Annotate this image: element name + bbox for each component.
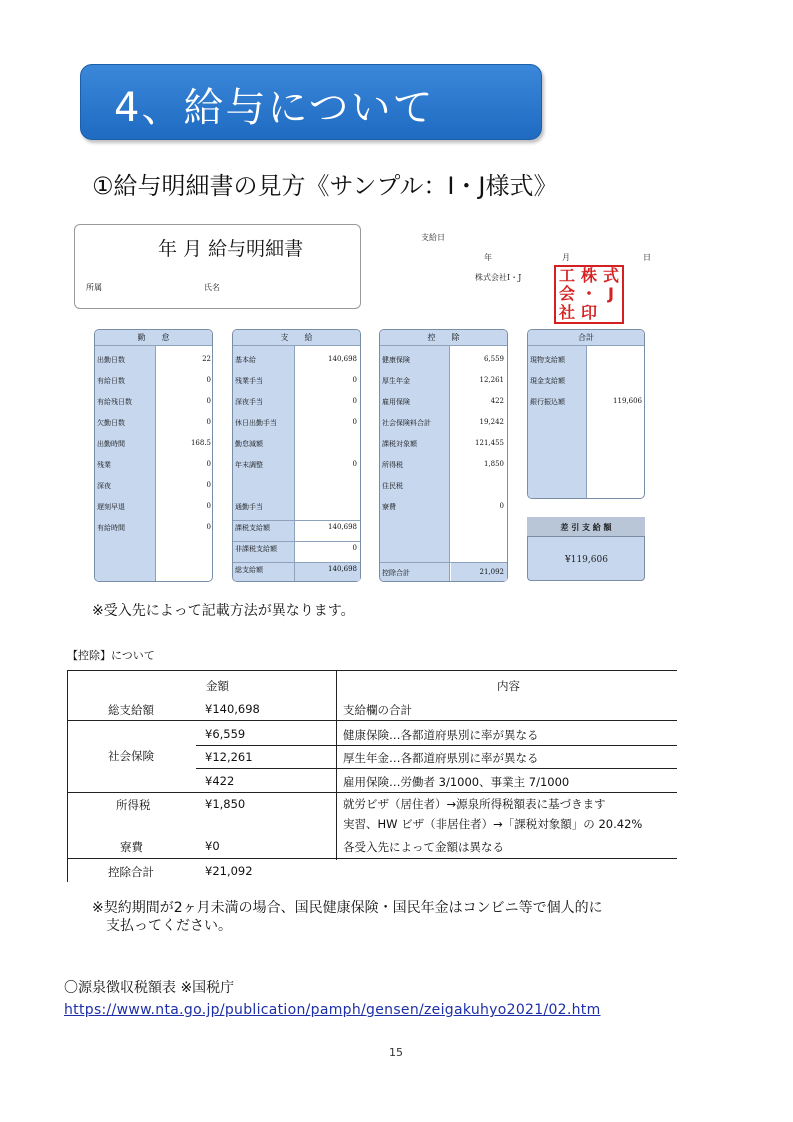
payment-row-value: 0	[352, 418, 357, 426]
payment-row-label: 総支給額	[235, 566, 263, 574]
deduction-row-value: 19,242	[479, 418, 504, 426]
payment-row-label: 深夜手当	[235, 398, 263, 406]
attendance-row-value: 168.5	[190, 439, 211, 447]
pay-date-label: 支給日	[421, 233, 445, 242]
payment-row-label: 休日出勤手当	[235, 419, 277, 427]
payment-row-value: 140,698	[328, 523, 357, 531]
deduction-panel-header: 控 除	[380, 330, 507, 346]
gross-content: 支給欄の合計	[343, 703, 412, 717]
attendance-row-value: 0	[206, 460, 211, 468]
dept-label: 所属	[86, 283, 102, 292]
payment-row-label: 課税支給額	[235, 524, 270, 532]
total-row-label: 現金支給額	[530, 377, 565, 385]
total-row-value: 119,606	[613, 397, 642, 405]
reference-title: 〇源泉徴収税額表 ※国税庁	[64, 980, 235, 996]
attendance-row-label: 出勤時間	[97, 440, 125, 448]
income-tax-label: 所得税	[116, 798, 151, 812]
company-seal-characters: 工 株 式 会 ・ J 社 印	[558, 266, 619, 322]
payment-row-label: 非課税支給額	[235, 545, 277, 553]
social-insurance-label: 社会保険	[108, 749, 154, 763]
total-row-label: 銀行振込額	[530, 398, 565, 406]
deduction-row-label: 社会保険料合計	[382, 419, 431, 427]
deduction-row-value: 6,559	[483, 355, 504, 363]
attendance-row-label: 有給時間	[97, 524, 125, 532]
payment-row-label: 基本給	[235, 356, 256, 364]
day-label: 日	[643, 253, 651, 262]
page-number: 15	[389, 1046, 403, 1059]
attendance-row-value: 0	[206, 481, 211, 489]
payment-row-value: 0	[352, 544, 357, 552]
deduction-total-row-label: 控除合計	[382, 569, 410, 577]
attendance-row-label: 出勤日数	[97, 356, 125, 364]
deduction-row-value: 12,261	[479, 376, 504, 384]
payment-row-label: 残業手当	[235, 377, 263, 385]
note-recording-method: ※受入先によって記載方法が異なります。	[92, 603, 355, 619]
deduction-row-value: 0	[499, 502, 504, 510]
dorm-fee-content: 各受入先によって金額は異なる	[343, 840, 504, 854]
deduction-total-label: 控除合計	[108, 865, 154, 879]
gross-label: 総支給額	[108, 703, 154, 717]
deduction-row-value: 121,455	[475, 439, 504, 447]
deduction-row-label: 住民税	[382, 482, 403, 490]
attendance-row-value: 0	[206, 376, 211, 384]
attendance-row-label: 深夜	[97, 482, 111, 490]
payment-row-label: 勤怠減額	[235, 440, 263, 448]
employment-amount: ¥422	[205, 774, 235, 788]
note-contract-line2: 支払ってください。	[106, 918, 232, 934]
month-label: 月	[562, 253, 570, 262]
attendance-row-label: 有給残日数	[97, 398, 132, 406]
attendance-row-value: 0	[206, 418, 211, 426]
income-tax-amount: ¥1,850	[205, 797, 246, 811]
attendance-panel	[94, 329, 213, 582]
deduction-total-row-value: 21,092	[479, 568, 504, 576]
payslip-title: 年 月 給与明細書	[158, 238, 304, 260]
deduction-row-label: 所得税	[382, 461, 403, 469]
year-label: 年	[484, 253, 492, 262]
total-panel-header: 合計	[528, 330, 644, 346]
deduction-row-label: 雇用保険	[382, 398, 410, 406]
tax-table-link[interactable]: https://www.nta.go.jp/publication/pamph/gensen/zeigakuhyo2021/02.htm	[64, 1002, 601, 1018]
attendance-row-label: 有給日数	[97, 377, 125, 385]
attendance-panel-header: 勤 怠	[95, 330, 212, 346]
note-contract-line1: ※契約期間が2ヶ月未満の場合、国民健康保険・国民年金はコンビニ等で個人的に	[92, 900, 603, 916]
company-name: 株式会社I・J	[475, 273, 522, 282]
deduction-total-amount: ¥21,092	[205, 864, 253, 878]
net-payment-value: ¥119,606	[565, 555, 608, 565]
dorm-fee-label: 寮費	[120, 840, 143, 854]
deduction-row-label: 健康保険	[382, 356, 410, 364]
attendance-row-value: 0	[206, 523, 211, 531]
subtitle: ①給与明細書の見方《サンプル：I・J様式》	[92, 172, 558, 200]
deduction-row-value: 422	[490, 397, 504, 405]
health-content: 健康保険…各都道府県別に率が異なる	[343, 728, 539, 742]
deduction-section-title: 【控除】について	[67, 649, 155, 662]
income-tax-content-2: 実習、HW ビザ（非居住者）→「課税対象額」の 20.42%	[343, 817, 643, 831]
payment-row-label: 通勤手当	[235, 503, 263, 511]
attendance-row-label: 遅刻早退	[97, 503, 125, 511]
attendance-row-label: 残業	[97, 461, 111, 469]
deduction-panel	[379, 329, 508, 582]
payment-row-value: 0	[352, 460, 357, 468]
payment-row-value: 140,698	[328, 565, 357, 573]
deduction-row-label: 課税対象額	[382, 440, 417, 448]
gross-amount: ¥140,698	[205, 702, 260, 716]
health-amount: ¥6,559	[205, 727, 246, 741]
total-row-label: 現物支給額	[530, 356, 565, 364]
deduction-row-label: 寮費	[382, 503, 396, 511]
dorm-fee-amount: ¥0	[205, 839, 220, 853]
employment-content: 雇用保険…労働者 3/1000、事業主 7/1000	[343, 775, 570, 789]
pension-content: 厚生年金…各都道府県別に率が異なる	[343, 751, 539, 765]
attendance-row-value: 22	[202, 355, 211, 363]
section-title: 4、給与について	[114, 85, 435, 131]
name-label: 氏名	[204, 283, 220, 292]
payment-row-value: 140,698	[328, 355, 357, 363]
payment-row-value: 0	[352, 397, 357, 405]
payment-row-value: 0	[352, 376, 357, 384]
attendance-row-value: 0	[206, 397, 211, 405]
income-tax-content-1: 就労ビザ（居住者）→源泉所得税額表に基づきます	[343, 797, 606, 811]
pension-amount: ¥12,261	[205, 750, 253, 764]
attendance-row-value: 0	[206, 502, 211, 510]
table-header-content: 内容	[497, 679, 520, 693]
deduction-row-value: 1,850	[483, 460, 504, 468]
payment-row-label: 年末調整	[235, 461, 263, 469]
deduction-row-label: 厚生年金	[382, 377, 410, 385]
attendance-row-label: 欠勤日数	[97, 419, 125, 427]
net-payment-label: 差 引 支 給 額	[527, 517, 645, 537]
table-header-amount: 金額	[206, 679, 229, 693]
payment-panel-header: 支 給	[233, 330, 360, 346]
